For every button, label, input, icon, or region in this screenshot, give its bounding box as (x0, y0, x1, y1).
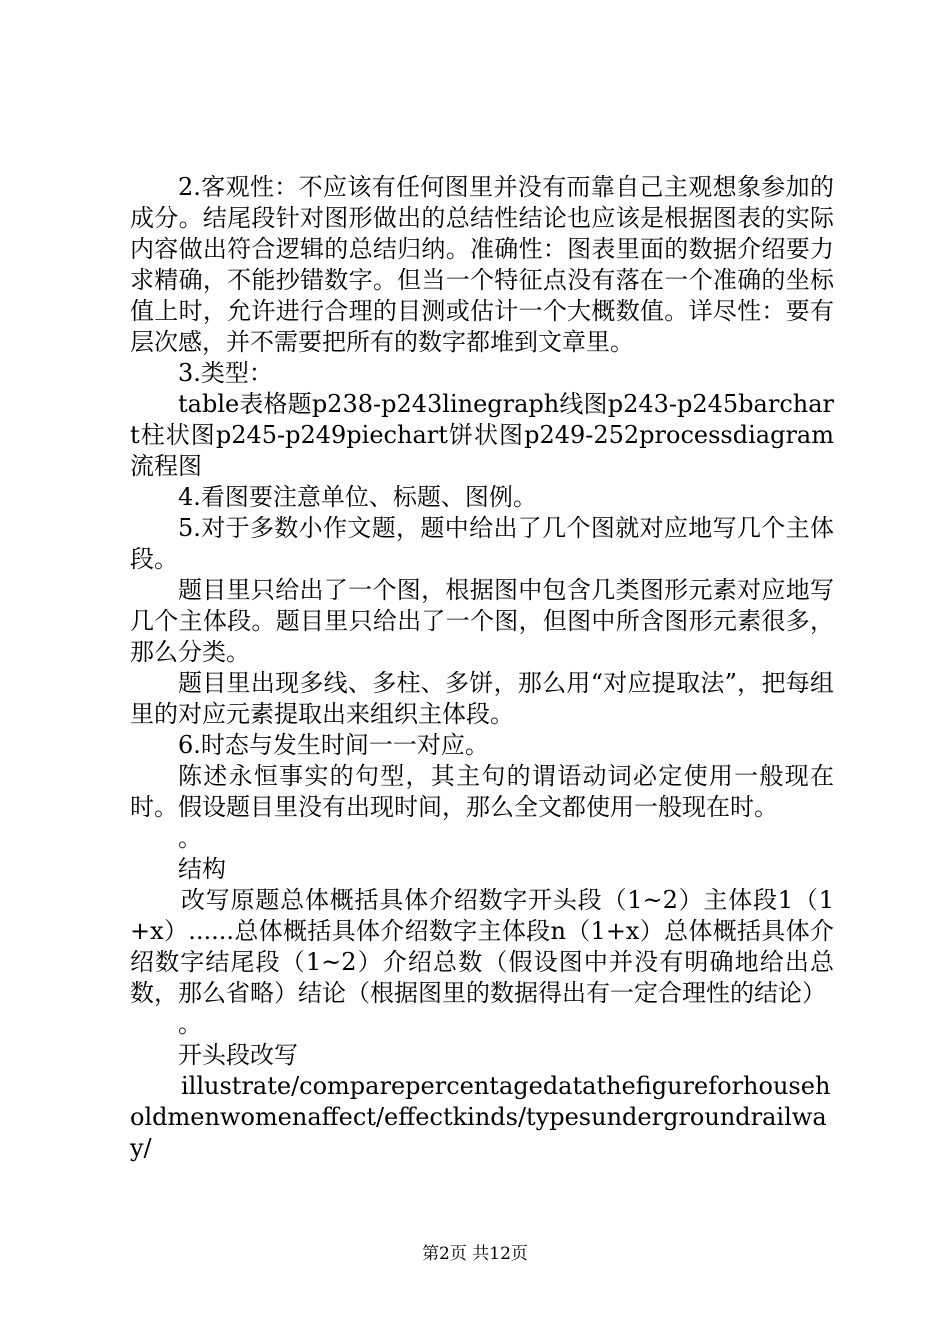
paragraph-present-tense: 陈述永恒事实的句型，其主句的谓语动词必定使用一般现在时。假设题目里没有出现时间，那么全文都使用一般现在时。 (130, 762, 834, 821)
paragraph-types-list: table表格题p238-p243linegraph线图p243-p245barchart柱状图p245-p249piechart饼状图p249-252processdiagram流程图 (130, 390, 834, 480)
paragraph-body-count: 5.对于多数小作文题，题中给出了几个图就对应地写几个主体段。 (130, 514, 834, 573)
document-body (130, 172, 834, 1164)
paragraph-vocabulary: illustrate/comparepercentagedatathefigureforhouseholdmenwomenaffect/effectkinds/typesundergroundrailway/ (130, 1072, 831, 1162)
paragraph-period-1: 。 (178, 824, 202, 852)
page-number-footer: 第2页 共12页 (422, 1244, 528, 1264)
paragraph-objectivity: 2.客观性：不应该有任何图里并没有而靠自己主观想象参加的成分。结尾段针对图形做出的总结性结论也应该是根据图表的实际内容做出符合逻辑的总结归纳。准确性：图表里面的数据介绍要力求精确，不能抄错数字。但当一个特征点没有落在一个准确的坐标值上时，允许进行合理的目测或估计一个大概数值。详尽性：要有层次感，并不需要把所有的数字都堆到文章里。 (130, 173, 834, 356)
paragraph-multi-figure: 题目里出现多线、多柱、多饼，那么用“对应提取法”，把每组里的对应元素提取出来组织主体段。 (130, 669, 834, 728)
paragraph-types-heading: 3.类型： (178, 359, 273, 387)
paragraph-structure-body: 改写原题总体概括具体介绍数字开头段（1~2）主体段1（1+x）......总体概括具体介绍数字主体段n（1+x）总体概括具体介绍数字结尾段（1~2）介绍总数（假设图中并没有明确地给出总数，那么省略）结论（根据图里的数据得出有一定合理性的结论） (130, 886, 834, 1007)
paragraph-opening-heading: 开头段改写 (178, 1041, 298, 1069)
paragraph-reading-tips: 4.看图要注意单位、标题、图例。 (178, 483, 537, 511)
paragraph-structure-heading: 结构 (178, 855, 226, 883)
paragraph-period-2: 。 (178, 1010, 202, 1038)
paragraph-tense: 6.时态与发生时间一一对应。 (178, 731, 489, 759)
paragraph-single-figure: 题目里只给出了一个图，根据图中包含几类图形元素对应地写几个主体段。题目里只给出了一个图，但图中所含图形元素很多，那么分类。 (130, 576, 834, 666)
